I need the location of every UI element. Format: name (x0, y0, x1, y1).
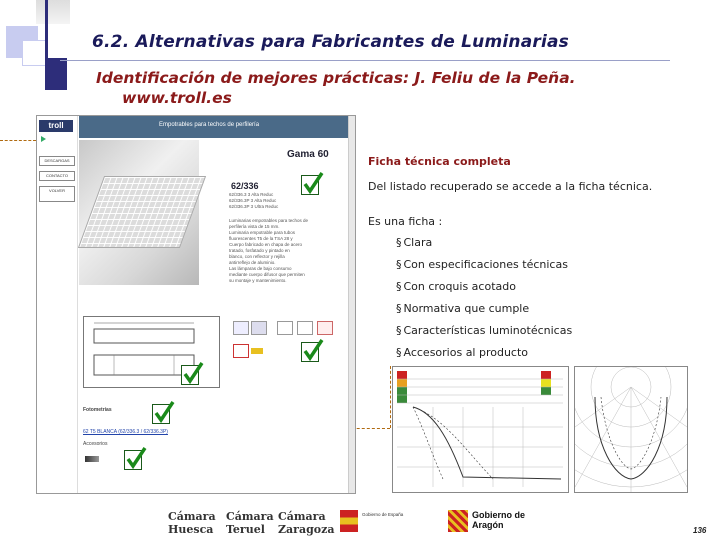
product-description-line: tratado, fosfatado y pintado en (229, 248, 290, 253)
product-line-1: 62/336.3P 3 Alta Reduc (229, 198, 277, 203)
cert-icon-1 (233, 321, 249, 335)
bullet-marker: § (396, 324, 402, 337)
product-description-line: mediante cuerpo difusor que permiten (229, 272, 305, 277)
aragon-stripes-icon (448, 510, 468, 532)
bullet-text: Características luminotécnicas (403, 324, 573, 337)
bullet-marker: § (396, 302, 402, 315)
cert-icon-2 (251, 321, 267, 335)
logo-gobierno-aragon (448, 510, 540, 532)
logo-camara-huesca (168, 510, 216, 536)
page-subtitle-url: www.troll.es (122, 89, 232, 107)
photometric-table-chart (392, 366, 569, 493)
product-code: 62/336 (231, 181, 259, 191)
site-arrow-icon (41, 136, 46, 142)
logo-gobierno-espana (340, 510, 440, 532)
photometric-table-svg (393, 367, 568, 492)
fotometrias-label: Fotometrías (83, 407, 112, 413)
bullet-text: Normativa que cumple (403, 302, 530, 315)
product-line-0: 62/336.3 3 Alta Reduc (229, 192, 274, 197)
product-description-line: perfilería vista de 15 mm. (229, 224, 280, 229)
logo-camara-teruel (226, 510, 274, 536)
sidebar-item-volver[interactable]: VOLVER (39, 186, 75, 202)
connector-vertical (390, 366, 391, 428)
logo-gobierno-aragon-text: Gobierno de Aragón (472, 510, 526, 530)
product-description-line: su montaje y mantenimiento. (229, 278, 287, 283)
product-description-line: Luminarias empotrables para techos de (229, 218, 309, 223)
check-icon-normativa (181, 365, 199, 385)
logo-camara-zaragoza-text: Cámara Zaragoza (278, 510, 335, 536)
site-banner-text: Empotrables para techos de perfilería (159, 122, 260, 128)
bullet-text: Con croquis acotado (403, 280, 516, 293)
cert-icon-3 (277, 321, 293, 335)
ficha-bullet-item (396, 258, 568, 271)
bullet-marker: § (396, 280, 402, 293)
product-description-line: Cuerpo fabricado en chapa de acero (229, 242, 303, 247)
bullet-text: Accesorios al producto (403, 346, 529, 359)
ficha-bullet-item (396, 236, 432, 249)
logo-gobierno-espana-text: Gobierno de España (362, 512, 404, 517)
polar-chart-svg (575, 367, 687, 492)
site-banner (79, 116, 355, 138)
header-square-3 (47, 58, 67, 90)
product-description-line: Luminaria empotrable para tubos (229, 230, 296, 235)
ficha-bullet-item (396, 280, 516, 293)
lamp-icon (233, 344, 249, 358)
logo-camara-huesca-text: Cámara Huesca (168, 510, 216, 536)
ficha-heading: Ficha técnica completa (368, 155, 511, 168)
header-square-4 (36, 0, 70, 24)
header-divider (60, 60, 670, 61)
check-icon-fotometria (152, 404, 170, 424)
check-icon-croquis (301, 342, 319, 362)
logo-camara-teruel-text: Cámara Teruel (226, 510, 274, 536)
bullet-marker: § (396, 346, 402, 359)
product-description-line: antirreflejo de aluminio. (229, 260, 276, 265)
sidebar-item-contacto[interactable]: CONTACTO (39, 171, 75, 181)
lamp-bar (251, 348, 263, 354)
bullet-text: Con especificaciones técnicas (403, 258, 568, 271)
sidebar-item-descargas[interactable]: DESCARGAS (39, 156, 75, 166)
scrollbar[interactable] (348, 116, 355, 493)
fotometria-link[interactable]: 62 T5 BLANCA (62/336.3 / 62/336.3P) (83, 429, 168, 435)
ip-rating-icon (317, 321, 333, 335)
ficha-es-una: Es una ficha : (368, 215, 443, 228)
bullet-text: Clara (403, 236, 433, 249)
accesorios-label: Accesorios (83, 441, 108, 447)
logo-camara-zaragoza (278, 510, 335, 536)
accessory-image (85, 456, 99, 462)
cert-icon-4 (297, 321, 313, 335)
polar-photometric-chart (574, 366, 688, 493)
product-description-line: blanco, con reflector y rejilla (229, 254, 285, 259)
ficha-bullet-item (396, 324, 572, 337)
spain-shield-icon (340, 510, 358, 532)
ficha-bullet-item (396, 302, 529, 315)
check-icon-accesorios (124, 450, 142, 470)
ficha-bullet-item (396, 346, 528, 359)
page-number: 136 (693, 526, 707, 535)
check-icon-ficha (301, 175, 319, 195)
bullet-marker: § (396, 258, 402, 271)
ficha-intro: Del listado recuperado se accede a la ficha técnica. (368, 180, 653, 193)
site-logo: troll (39, 120, 73, 132)
product-description-line: Las lámparas de bajo consumo (229, 266, 292, 271)
site-sidebar (37, 116, 78, 493)
header-vertical-line (45, 0, 48, 90)
bullet-marker: § (396, 236, 402, 249)
product-range: Gama 60 (287, 149, 329, 160)
product-description-line: fluorescentes T5 de la TSA 28 y (229, 236, 293, 241)
product-line-2: 62/336.3P 3 Ultra Reduc (229, 204, 279, 209)
page-title: 6.2. Alternativas para Fabricantes de Luminarias (92, 32, 569, 52)
page-subtitle: Identificación de mejores prácticas: J. Feliu de la Peña. (96, 69, 576, 87)
connector-top (0, 140, 36, 141)
